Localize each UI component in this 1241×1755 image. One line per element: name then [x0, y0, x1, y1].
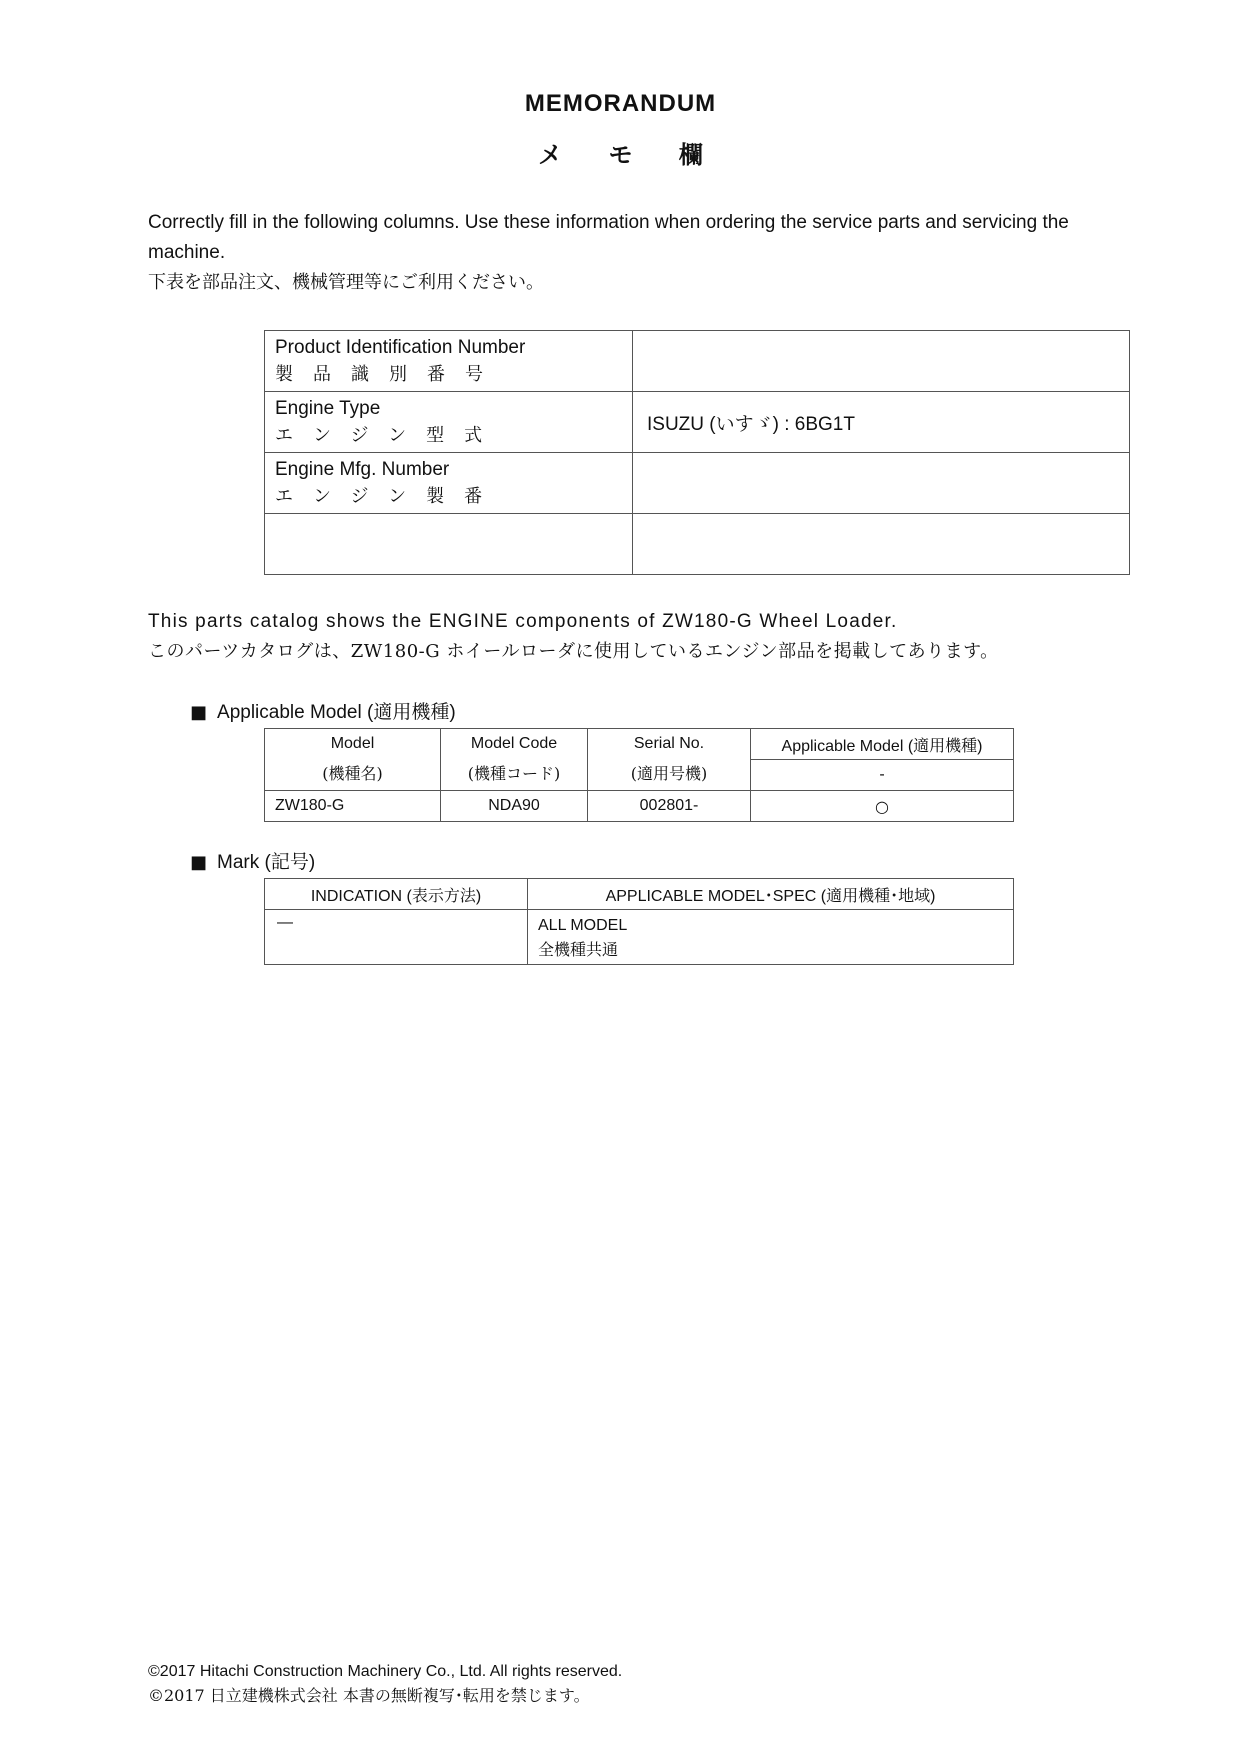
- memo-value-engine-type[interactable]: ISUZU (いすゞ) : 6BG1T: [633, 392, 1130, 453]
- intro-japanese: 下表を部品注文、機械管理等にご利用ください。: [148, 272, 544, 293]
- header-applicable-model: Applicable Model (適用機種): [751, 729, 1014, 760]
- mark-header-row: [265, 879, 1014, 910]
- model-header-row-en: [265, 729, 1014, 760]
- memo-value-blank[interactable]: [633, 514, 1130, 575]
- header-model-jp: (機種名): [322, 764, 383, 783]
- intro-english: Correctly fill in the following columns. Use these information when ordering the service parts and servicing the machine.: [148, 212, 1069, 263]
- header-model: [265, 729, 441, 791]
- header-model-code: [441, 729, 588, 791]
- mark-heading: [190, 847, 315, 874]
- cell-indication: —: [265, 910, 528, 965]
- header-serial: [588, 729, 751, 791]
- cell-applicable: [528, 910, 1014, 965]
- memo-row-engine-type: [265, 392, 1130, 453]
- catalog-japanese: このパーツカタログは、ZW180-G ホイールローダに使用しているエンジン部品を掲載してあります。: [148, 641, 999, 662]
- cell-model-code: NDA90: [441, 791, 588, 822]
- cell-model: ZW180-G: [265, 791, 441, 822]
- header-applicable-spec: APPLICABLE MODEL･SPEC (適用機種･地域): [528, 879, 1014, 910]
- memo-value-engine-mfg[interactable]: [633, 453, 1130, 514]
- memo-label-en: Product Identification Number: [275, 337, 526, 358]
- header-serial-jp: (適用号機): [630, 764, 708, 783]
- header-applicable-dash: -: [751, 760, 1014, 791]
- page-subtitle: メ モ 欄: [538, 140, 703, 169]
- memo-label-jp: エンジン型式: [275, 425, 503, 446]
- memo-label: [265, 453, 633, 514]
- applicable-model-heading: [190, 697, 456, 724]
- intro-text: [148, 208, 1138, 298]
- memo-row-engine-mfg: [265, 453, 1130, 514]
- catalog-english: This parts catalog shows the ENGINE components of ZW180-G Wheel Loader.: [148, 611, 898, 632]
- catalog-description: [148, 607, 1148, 667]
- header-serial-en: Serial No.: [633, 735, 705, 752]
- applicable-model-table: [264, 728, 1014, 822]
- header-indication: INDICATION (表示方法): [265, 879, 528, 910]
- mark-table: [264, 878, 1014, 965]
- copyright-footer: [148, 1660, 622, 1708]
- memo-table: [264, 330, 1130, 575]
- square-bullet-icon: ■: [190, 702, 208, 723]
- cell-applicable-en: ALL MODEL: [538, 917, 628, 934]
- memo-row-blank: [265, 514, 1130, 575]
- memo-row-product-id: [265, 331, 1130, 392]
- table-row: [265, 791, 1014, 822]
- memo-label-en: Engine Mfg. Number: [275, 459, 450, 480]
- mark-heading-text: Mark (記号): [217, 852, 316, 873]
- memo-label-jp: 製品識別番号: [275, 364, 503, 385]
- header-model-code-jp: (機種コード): [467, 764, 561, 783]
- memo-label: [265, 331, 633, 392]
- memo-value-product-id[interactable]: [633, 331, 1130, 392]
- copyright-japanese: ©2017 日立建機株式会社 本書の無断複写･転用を禁じます。: [148, 1686, 590, 1705]
- square-bullet-icon: ■: [190, 852, 208, 873]
- cell-applicable-circle: ○: [751, 791, 1014, 822]
- memo-label-blank[interactable]: [265, 514, 633, 575]
- applicable-model-heading-text: Applicable Model (適用機種): [217, 702, 456, 723]
- header-model-code-en: Model Code: [470, 735, 558, 752]
- memo-label: [265, 392, 633, 453]
- copyright-english: ©2017 Hitachi Construction Machinery Co., Ltd. All rights reserved.: [148, 1663, 623, 1680]
- cell-serial: 002801-: [588, 791, 751, 822]
- page-title: MEMORANDUM: [524, 90, 717, 117]
- memo-label-jp: エンジン製番: [275, 486, 503, 507]
- cell-applicable-jp: 全機種共通: [538, 940, 619, 959]
- table-row: [265, 910, 1014, 965]
- memo-label-en: Engine Type: [275, 398, 381, 419]
- header-model-en: Model: [330, 735, 375, 752]
